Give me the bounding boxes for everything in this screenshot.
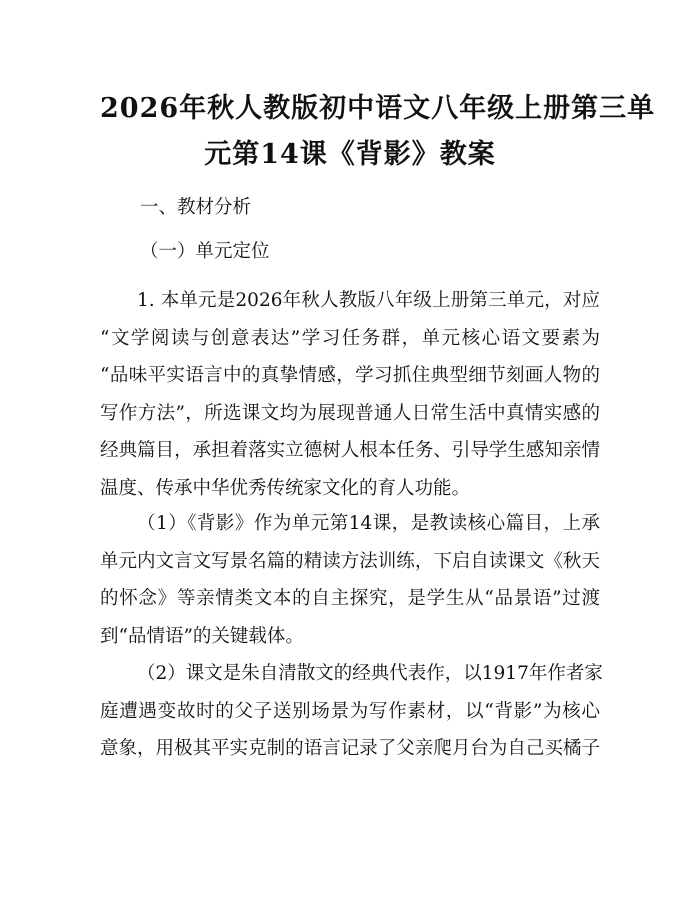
paragraph-unit-positioning <box>100 282 600 507</box>
paragraph-line: （2）课文是朱自清散文的经典代表作，以1917年作者家 <box>137 663 603 684</box>
paragraph-line: “品味平实语言中的真挚情感，学习抓住典型细节刻画人物的 <box>100 365 600 386</box>
document-title-line-2: 元第14课《背影》教案 <box>204 139 496 170</box>
paragraph-lesson-role <box>100 505 600 655</box>
subsection-heading: （一）单元定位 <box>140 241 270 262</box>
paragraph-line: 温度、传承中华优秀传统家文化的育人功能。 <box>100 477 471 499</box>
paragraph-line: （1）《背影》作为单元第14课，是教读核心篇目，上承 <box>137 513 600 534</box>
paragraph-line: 的怀念》等亲情类文本的自主探究，是学生从“品景语”过渡 <box>100 588 600 609</box>
paragraph-text-background <box>100 655 603 768</box>
paragraph-line: 意象，用极其平实克制的语言记录了父亲爬月台为自己买橘子 <box>100 738 600 759</box>
document-title-line-1: 2026年秋人教版初中语文八年级上册第三单 <box>100 93 656 124</box>
paragraph-line: 到“品情语”的关键载体。 <box>100 625 304 647</box>
paragraph-line: 写作方法”，所选课文均为展现普通人日常生活中真情实感的 <box>100 402 600 424</box>
paragraph-line: 庭遭遇变故时的父子送别场景为写作素材，以“背影”为核心 <box>100 700 600 722</box>
paragraph-line: 经典篇目，承担着落实立德树人根本任务、引导学生感知亲情 <box>100 440 600 461</box>
paragraph-line: 单元内文言文写景名篇的精读方法训练，下启自读课文《秋天 <box>100 550 600 572</box>
section-heading: 一、教材分析 <box>140 197 252 218</box>
paragraph-line: “文学阅读与创意表达”学习任务群，单元核心语文要素为 <box>100 327 600 349</box>
paragraph-line: 1. 本单元是2026年秋人教版八年级上册第三单元，对应 <box>137 290 600 311</box>
